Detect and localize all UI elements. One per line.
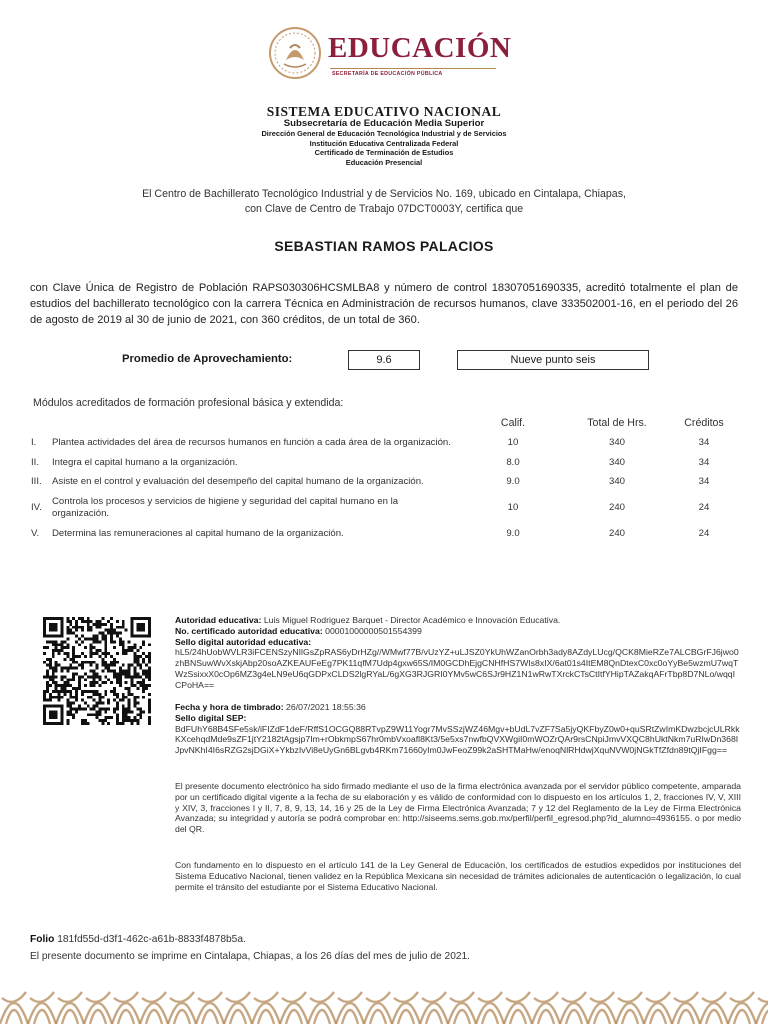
footer-ornament	[420, 992, 448, 1024]
module-number: III.	[31, 476, 42, 487]
module-description: Asiste en el control y evaluación del desempeño del capital humano de la organización.	[52, 476, 424, 487]
timbrado-block	[175, 702, 741, 756]
header-line-2: Dirección General de Educación Tecnológica Industrial y de Servicios	[261, 129, 507, 138]
footer-ornament	[728, 992, 756, 1024]
module-hours: 340	[608, 457, 625, 468]
footer-ornament	[56, 992, 84, 1024]
module-description: Controla los procesos y servicios de higiene y seguridad del capital humano en la organización.	[52, 496, 399, 519]
average-label: Promedio de Aprovechamiento:	[122, 353, 293, 365]
header-line-5: Educación Presencial	[345, 157, 423, 167]
folio-label: Folio	[30, 934, 55, 945]
brand-divider	[330, 68, 496, 69]
digital-seal-label: Sello digital autoridad educativa:	[175, 636, 312, 647]
timestamp-label: Fecha y hora de timbrado:	[175, 702, 284, 712]
module-grade: 9.0	[506, 476, 520, 487]
module-number: I.	[31, 437, 37, 448]
brand-subtitle: SECRETARÍA DE EDUCACIÓN PÚBLICA	[332, 71, 443, 77]
module-hours: 340	[608, 476, 625, 487]
footer-ornament	[280, 992, 308, 1024]
cert-number-line	[175, 626, 741, 637]
table-row	[0, 437, 768, 451]
table-row	[0, 496, 768, 522]
footer-ornament	[336, 992, 364, 1024]
module-description: Determina las remuneraciones al capital humano de la organización.	[52, 528, 344, 539]
module-credits: 34	[698, 437, 710, 448]
column-header-grade: Calif.	[500, 417, 526, 429]
module-hours: 340	[608, 437, 625, 448]
sep-seal-label: Sello digital SEP:	[175, 712, 247, 723]
footer-ornament	[364, 992, 392, 1024]
brand-title: EDUCACIÓN	[328, 32, 512, 64]
module-hours: 240	[608, 528, 625, 539]
header-line-3: Institución Educativa Centralizada Federal	[309, 138, 459, 148]
module-grade: 9.0	[506, 528, 520, 539]
sep-logo	[268, 26, 512, 86]
header-line-1: Subsecretaría de Educación Media Superior	[283, 118, 485, 129]
authority-value: Luis Miguel Rodriguez Barquet - Director Académico e Innovación Educativa.	[263, 615, 561, 625]
signature-block	[175, 615, 741, 691]
footer-ornament	[112, 992, 140, 1024]
table-row	[0, 457, 768, 471]
table-row	[0, 528, 768, 542]
timestamp-line	[175, 702, 741, 713]
footer-ornament	[28, 992, 56, 1024]
module-hours: 240	[608, 502, 625, 513]
footer-ornament	[392, 992, 420, 1024]
decorative-footer-pattern	[0, 978, 768, 1024]
footer-ornament	[448, 992, 476, 1024]
footer-ornament	[700, 992, 728, 1024]
footer-ornament	[224, 992, 252, 1024]
student-name: SEBASTIAN RAMOS PALACIOS	[274, 238, 494, 254]
cert-number-value: 00001000000501554399	[325, 625, 422, 636]
intro-line-1: El Centro de Bachillerato Tecnológico Industrial y de Servicios No. 169, ubicado en Cintalapa, Chiapas,	[142, 188, 626, 200]
intro-text	[0, 187, 768, 216]
print-statement: El presente documento se imprime en Cintalapa, Chiapas, a los 26 días del mes de julio de 2021.	[30, 951, 471, 962]
module-number: II.	[31, 457, 39, 468]
footer-ornament	[84, 992, 112, 1024]
module-credits: 34	[698, 476, 710, 487]
authority-label: Autoridad educativa:	[175, 615, 262, 625]
column-header-hours: Total de Hrs.	[587, 417, 647, 429]
footer-ornament	[756, 992, 768, 1024]
footer-ornament	[504, 992, 532, 1024]
header-line-4: Certificado de Terminación de Estudios	[314, 148, 454, 157]
module-grade: 10	[507, 437, 519, 448]
module-number: IV.	[31, 502, 42, 513]
footer-ornament	[476, 992, 504, 1024]
footer-ornament	[168, 992, 196, 1024]
module-grade: 10	[507, 502, 519, 513]
module-grade: 8.0	[506, 457, 520, 468]
module-description: Integra el capital humano a la organización.	[52, 457, 238, 468]
footer-ornament	[616, 992, 644, 1024]
timestamp-value: 26/07/2021 18:55:36	[286, 702, 366, 712]
average-value: 9.6	[348, 350, 420, 370]
qr-code-icon[interactable]	[43, 617, 151, 725]
modules-heading: Módulos acreditados de formación profesional básica y extendida:	[33, 397, 344, 409]
folio-value: 181fd55d-d3f1-462c-a61b-8833f4878b5a.	[57, 934, 246, 945]
digital-seal-value: hL5/24hUobWVLR3iFCENSzyNIlGsZpRAS6yDrHZg//WMwf77B/vUzYZ+uLJSZ0YkUhWZanOrbh3ady8AZdyLUcg/QCK8MieRZe7ALCBGrFJ6jwo0zhBNSuwWvXskjAbp20soAZKEAUFeEg7PK11qfM7Udp4gxw65S/IM0GCDhEjgCNHfHS7WIs8xIX/6at01s4ItEM8QnDtexC0xc0oYyBe5wzmU7wqTWzSsixxX0cOp6MZ3g4eLN9eU6qGDPxCLDS2lgRYaL/6gXG3RJGRI0YMv5wC6SJr9HZ1N1wRwTXrckCTsCtItfYHipTAZakqAFrTbp8D7NLo/wqqICPoHA==	[175, 647, 739, 690]
column-header-credits: Créditos	[684, 417, 724, 429]
footer-ornament	[588, 992, 616, 1024]
footer-ornament	[196, 992, 224, 1024]
module-credits: 24	[698, 502, 710, 513]
footer-ornament	[532, 992, 560, 1024]
legal-paragraph-2: Con fundamento en lo dispuesto en el artículo 141 de la Ley General de Educación, los certificados de estudios expedidos por instituciones del Sistema Educativo Nacional, tienen validez en la República Mexicana sin necesidad de trámites adicionales de autenticación o legalización, lo cual permite el tránsito del estudiante por el Sistema Educativo Nacional.	[175, 860, 741, 892]
table-row	[0, 476, 768, 490]
module-credits: 34	[698, 457, 710, 468]
footer-ornament	[672, 992, 700, 1024]
module-description: Plantea actividades del área de recursos humanos en función a cada área de la organización.	[52, 437, 451, 448]
legal-paragraph-1: El presente documento electrónico ha sido firmado mediante el uso de la firma electrónica avanzada por el servidor público competente, amparada por un certificado digital vigente a la fecha de su elaboración y es válido de conformidad con lo dispuesto en los artículos 1, 2, fracciones IV, V, XIII y XIV, 3, fracciones I y II, 7, 8, 9, 13, 14, 16 y 25 de la Ley de Firma Electrónica Avanzada; 7 y 12 del Reglamento de la Ley de Firma Electrónica Avanzada; su integridad y autoría se podrá comprobar en: http://siseems.sems.gob.mx/perfil/perfil_egresod.php?id_alumno=4936155. o por medio del QR.	[175, 781, 741, 835]
footer-ornament	[140, 992, 168, 1024]
footer-ornament	[0, 992, 28, 1024]
cert-number-label: No. certificado autoridad educativa:	[175, 625, 323, 636]
average-in-words: Nueve punto seis	[457, 350, 649, 370]
module-credits: 24	[698, 528, 710, 539]
authority-line	[175, 615, 741, 626]
sep-seal-value: BdFUhY68B4SFe5sk/iFIZdF1deF/RffS1OCGQ88RTvpZ9W11Yogr7MvSSzjWZ46Mgv+bUdL7vZF7Sa5jyQKFbyZ0w0+quSRtZwImKDwzbcjcULRkkKXcehqdMde9sZF1jtY2182tAgsjp7Im+rObkmpS67hr0mbVxoafl8Kt3/5e5xs7nwfbQVXWgiI0mWOZrQAr9rsCNpiJmvVXQC8hUktNkm7uRIwDn368IJpvNKhI4I6sRZG2sjDGiX+YkbzIvVi8eUyGn6BLgvb4RKm71660yIm0JwFeoZ99k2aSHTMaHw/enoqNlRHdwjXquNVW0jNGkTfZfdn89tQjIFgg==	[175, 723, 740, 756]
accreditation-text: con Clave Única de Registro de Población RAPS030306HCSMLBA8 y número de control 18307051690335, acreditó totalmente el plan de estudios del bachillerato tecnológico con la carrera Técnica en Administración de recursos humanos, clave 333502001-16, en el periodo del 26 de agosto de 2019 al 30 de junio de 2021, con 360 créditos, de un total de 360.	[30, 282, 738, 326]
footer-ornament	[308, 992, 336, 1024]
footer-ornament	[560, 992, 588, 1024]
intro-line-2: con Clave de Centro de Trabajo 07DCT0003Y, certifica que	[244, 202, 524, 215]
footer-ornament	[252, 992, 280, 1024]
system-title: SISTEMA EDUCATIVO NACIONAL	[266, 104, 502, 119]
module-number: V.	[31, 528, 40, 539]
national-seal-icon	[268, 26, 322, 80]
footer-ornament	[644, 992, 672, 1024]
folio	[30, 934, 246, 945]
